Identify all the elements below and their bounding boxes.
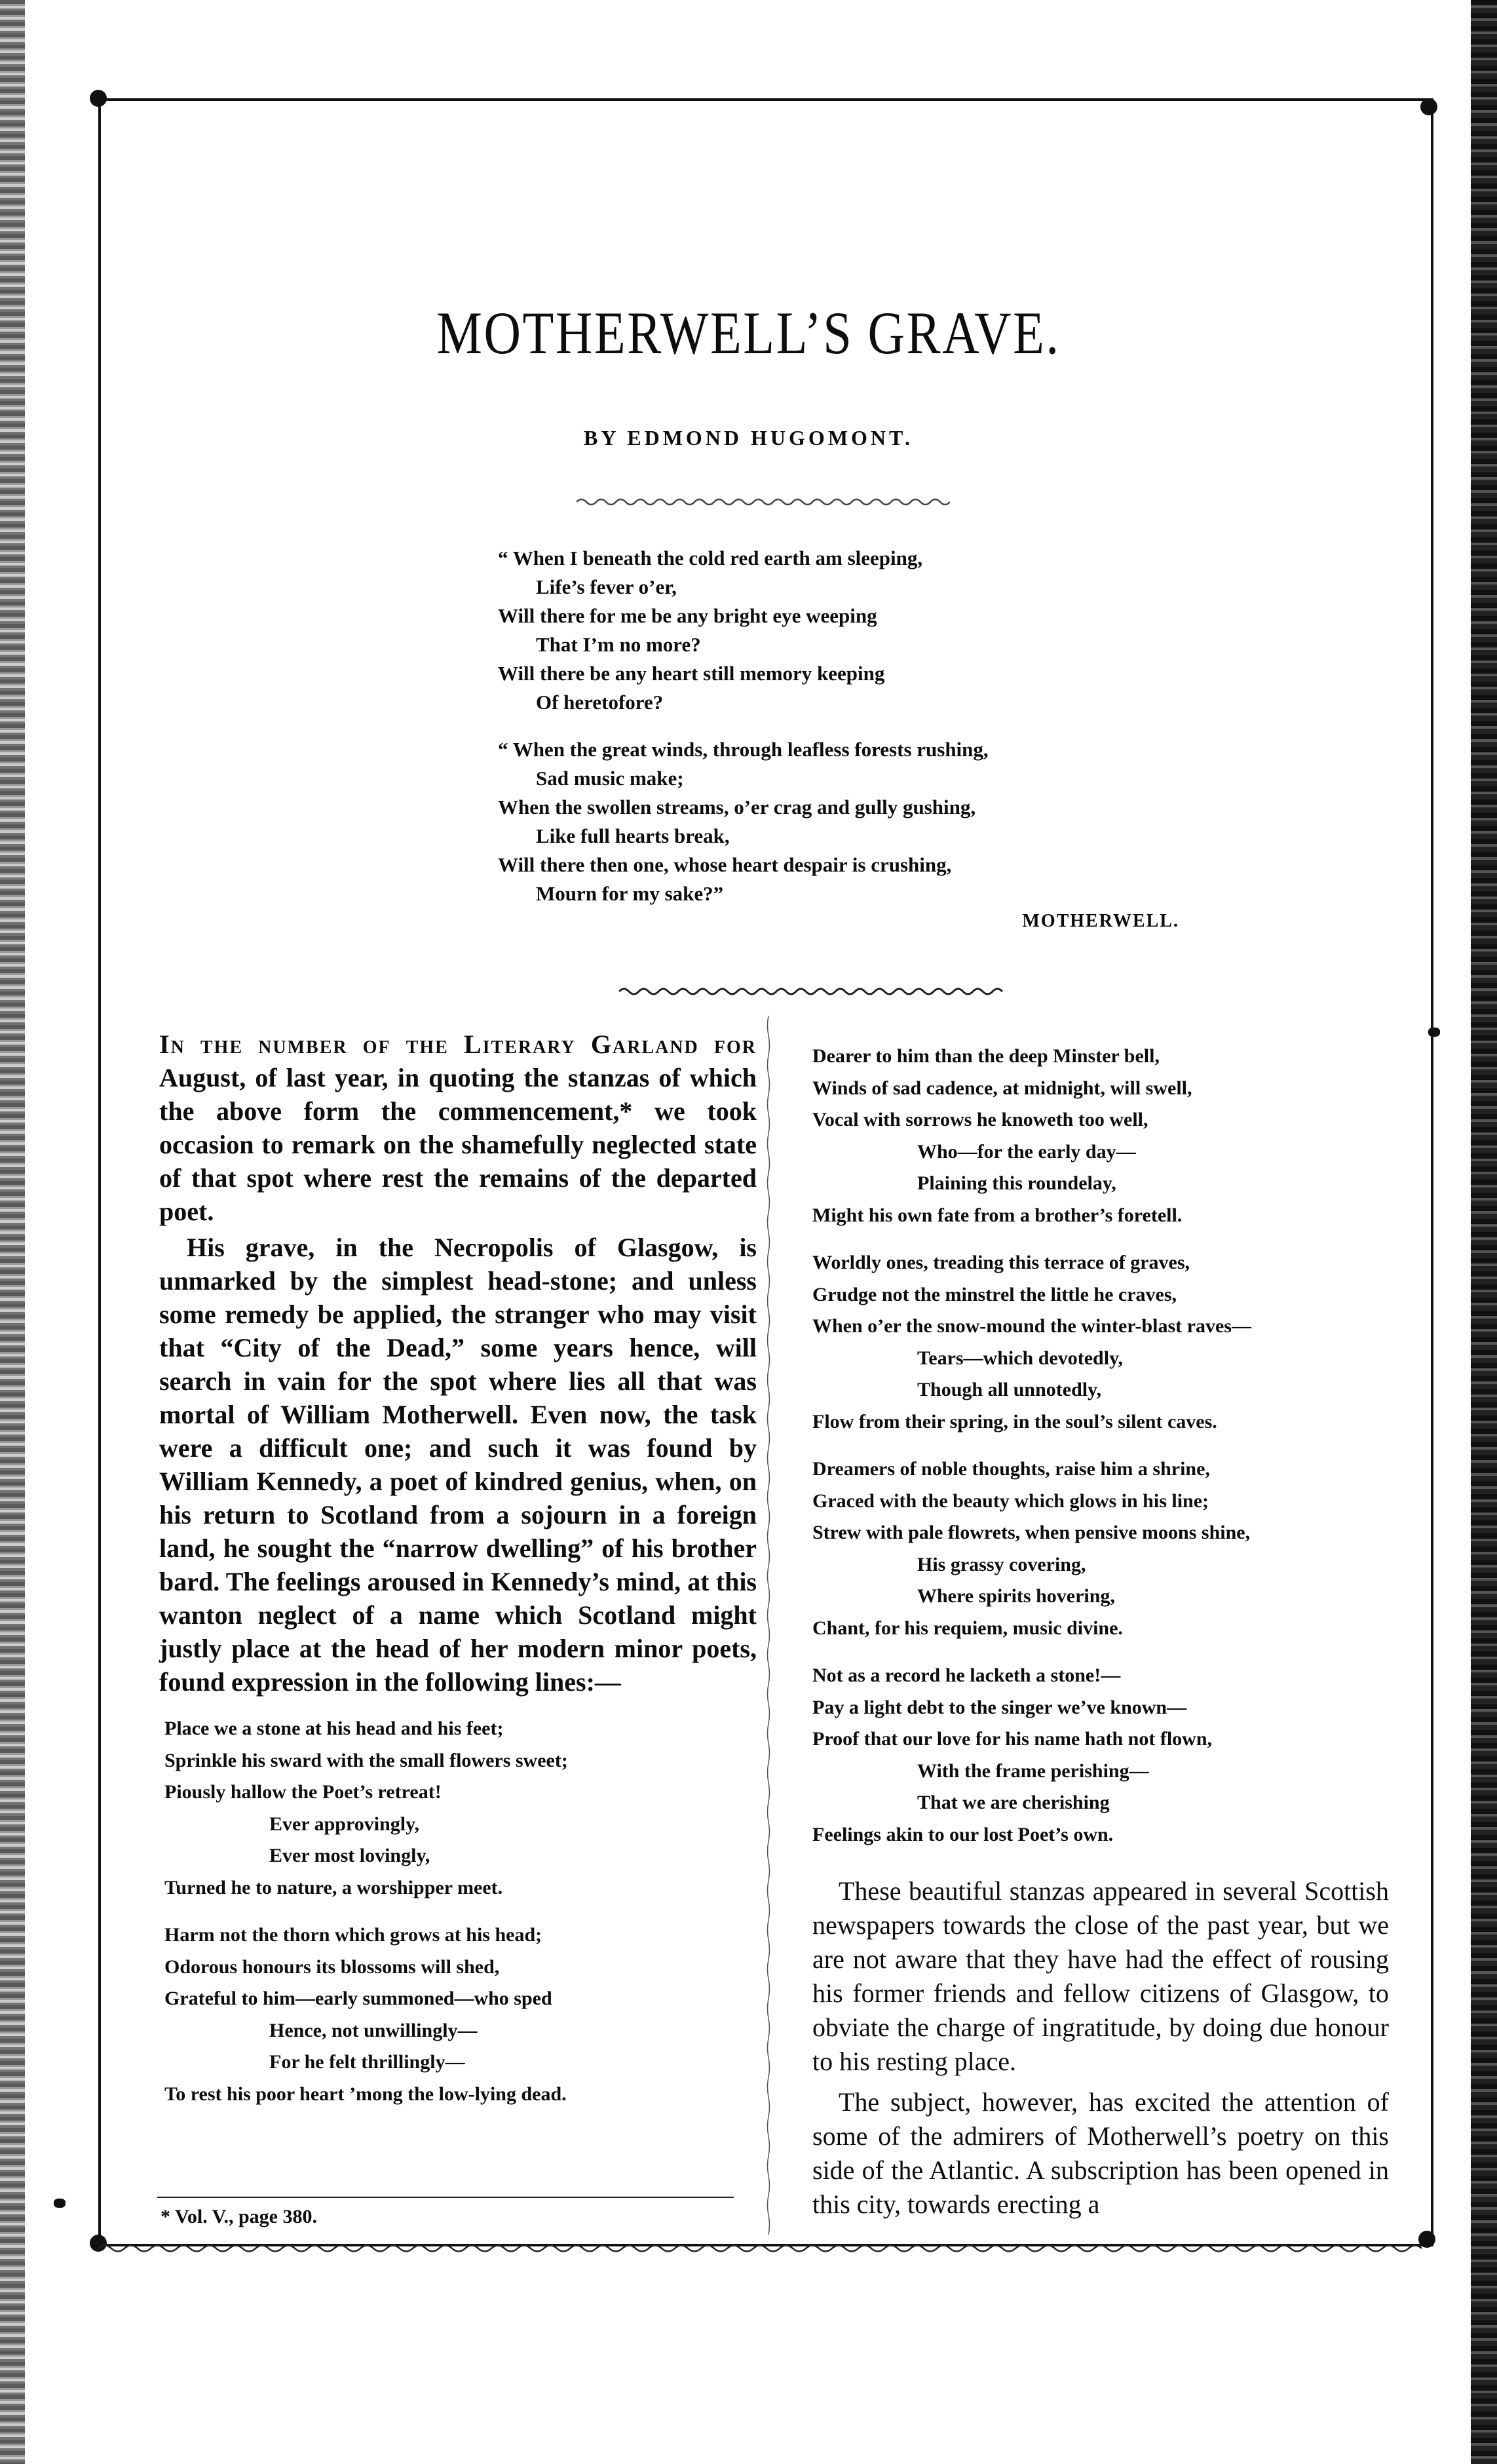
margin-mark	[1428, 1028, 1440, 1037]
epigraph-stanza	[498, 735, 1179, 936]
epigraph-line: Like full hearts break,	[536, 824, 730, 847]
epigraph	[498, 544, 1179, 954]
article-byline: BY EDMOND HUGOMONT.	[584, 426, 913, 450]
poem-line: Worldly ones, treading this terrace of graves,	[812, 1252, 1190, 1273]
body-paragraph: These beautiful stanzas appeared in several Scottish newspapers towards the close of the past year, but we are not aware that they have had the effect of rousing his former friends and fellow citizens of Glasgow, to obviate the charge of ingratitude, by doing due honour to his resting place.	[812, 1876, 1389, 2076]
poem-line: Sprinkle his sward with the small flowers sweet;	[164, 1749, 568, 1771]
body-text: August, of last year, in quoting the stanzas of which the above form the commencement,* we took occasion to remark on the shamefully neglected state of that spot where rest the remains of the departed poet.	[159, 1063, 757, 1226]
poem-line: Strew with pale flowrets, when pensive moons shine,	[812, 1522, 1251, 1543]
epigraph-line: Sad music make;	[536, 767, 684, 790]
poem-line: Hence, not unwillingly—	[269, 2019, 478, 2041]
poem-line: Graced with the beauty which glows in his line;	[812, 1490, 1209, 1512]
epigraph-line: Will there then one, whose heart despair is crushing,	[498, 853, 952, 876]
body-paragraph	[159, 1028, 757, 1228]
poem-stanza	[812, 1247, 1389, 1438]
poem-stanza	[812, 1660, 1389, 1851]
right-column	[812, 1041, 1389, 2222]
lead-small-caps: In the number of the Literary Garland for	[159, 1030, 757, 1059]
poem-line: Who—for the early day—	[917, 1140, 1136, 1163]
body-paragraph: His grave, in the Necropolis of Glasgow, is unmarked by the simplest head-stone; and unless some remedy be applied, the stranger who may visit that “City of the Dead,” some years hence, will search in vain for the spot where lies all that was mortal of William Motherwell. Even now, the task were a difficult one; and such it was found by William Kennedy, a poet of kindred genius, when, on his return to Scotland from a sojourn in a foreign land, he sought the “narrow dwelling” of his brother bard. The feelings aroused in Kennedy’s mind, at this wanton neglect of a name which Scotland might justly place at the head of her modern minor poets, found expression in the following lines:—	[159, 1233, 757, 1697]
body-paragraph: The subject, however, has excited the attention of some of the admirers of Motherwell’s poetry on this side of the Atlantic. A subscription has been opened in this city, towards erecting a	[812, 2087, 1389, 2219]
scan-edge-right	[1471, 0, 1497, 2464]
epigraph-line: “ When I beneath the cold red earth am sleeping,	[498, 547, 923, 569]
epigraph-line: Of heretofore?	[536, 691, 664, 714]
poem-line: Where spirits hovering,	[917, 1585, 1115, 1607]
poem-line: Pay a light debt to the singer we’ve known—	[812, 1696, 1187, 1718]
epigraph-line: When the swollen streams, o’er crag and gully gushing,	[498, 796, 976, 818]
poem-line: Though all unnotedly,	[917, 1379, 1101, 1400]
epigraph-line: “ When the great winds, through leafless forests rushing,	[498, 738, 989, 761]
epigraph-line: Mourn for my sake?”	[536, 882, 724, 905]
poem-line: Turned he to nature, a worshipper meet.	[164, 1876, 503, 1898]
poem-line: Harm not the thorn which grows at his head;	[164, 1924, 542, 1946]
poem-stanza	[164, 1713, 757, 1904]
epigraph-stanza	[498, 544, 1179, 717]
poem-line: Flow from their spring, in the soul’s silent caves.	[812, 1410, 1217, 1433]
poem-line: Not as a record he lacketh a stone!—	[812, 1665, 1121, 1686]
poem-line: Grudge not the minstrel the little he craves,	[812, 1283, 1177, 1305]
poem-line: Might his own fate from a brother’s foretell.	[812, 1204, 1183, 1226]
poem-line: Grateful to him—early summoned—who sped	[164, 1988, 552, 2009]
footnote-rule	[157, 2197, 734, 2198]
poem-stanza	[812, 1453, 1389, 1644]
kennedy-poem-right	[812, 1041, 1389, 1851]
footnote: * Vol. V., page 380.	[161, 2206, 317, 2227]
poem-line: That we are cherishing	[917, 1792, 1110, 1813]
poem-line: Ever most lovingly,	[269, 1845, 430, 1866]
epigraph-line: Life’s fever o’er,	[536, 575, 677, 598]
poem-line: To rest his poor heart ’mong the low-lying dead.	[164, 2083, 567, 2105]
ornamental-rule-top	[577, 495, 950, 509]
poem-line: With the frame perishing—	[917, 1760, 1149, 1782]
poem-line: Chant, for his requiem, music divine.	[812, 1617, 1123, 1639]
poem-stanza	[812, 1041, 1389, 1231]
frame-corner-ornament	[1420, 98, 1437, 115]
poem-line: Proof that our love for his name hath not flown,	[812, 1728, 1213, 1750]
scan-edge-left	[0, 0, 25, 2464]
ornamental-rule-bottom	[98, 2240, 1428, 2257]
poem-line: Plaining this roundelay,	[917, 1172, 1116, 1194]
poem-line: For he felt thrillingly—	[269, 2051, 465, 2073]
epigraph-line: That I’m no more?	[536, 633, 701, 656]
poem-line: Feelings akin to our lost Poet’s own.	[812, 1823, 1114, 1845]
poem-line: Tears—which devotedly,	[917, 1347, 1123, 1369]
poem-stanza	[164, 1919, 757, 2110]
margin-mark	[54, 2199, 66, 2208]
kennedy-poem-left	[159, 1713, 757, 2110]
poem-line: Odorous honours its blossoms will shed,	[164, 1955, 500, 1978]
poem-line: Ever approvingly,	[269, 1813, 419, 1835]
epigraph-line: Will there for me be any bright eye weeping	[498, 604, 877, 627]
poem-line: Place we a stone at his head and his feet;	[164, 1718, 504, 1739]
epigraph-line: Will there be any heart still memory keeping	[498, 662, 885, 685]
poem-line: Piously hallow the Poet’s retreat!	[164, 1781, 442, 1803]
poem-line: When o’er the snow-mound the winter-blast raves—	[812, 1315, 1251, 1337]
column-divider	[767, 1016, 770, 2235]
poem-line: Vocal with sorrows he knoweth too well,	[812, 1109, 1148, 1130]
poem-line: Winds of sad cadence, at midnight, will swell,	[812, 1077, 1192, 1099]
left-column	[159, 1028, 757, 2126]
poem-line: Dearer to him than the deep Minster bell,	[812, 1045, 1160, 1067]
poem-line: Dreamers of noble thoughts, raise him a shrine,	[812, 1458, 1210, 1480]
frame-corner-ornament	[90, 90, 107, 107]
article-title: MOTHERWELL’S GRAVE.	[436, 299, 1061, 366]
continuation-text	[812, 1874, 1389, 2222]
ornamental-rule-middle	[619, 984, 1006, 999]
epigraph-attribution: MOTHERWELL.	[1022, 911, 1179, 931]
poem-line: His grassy covering,	[917, 1553, 1086, 1575]
